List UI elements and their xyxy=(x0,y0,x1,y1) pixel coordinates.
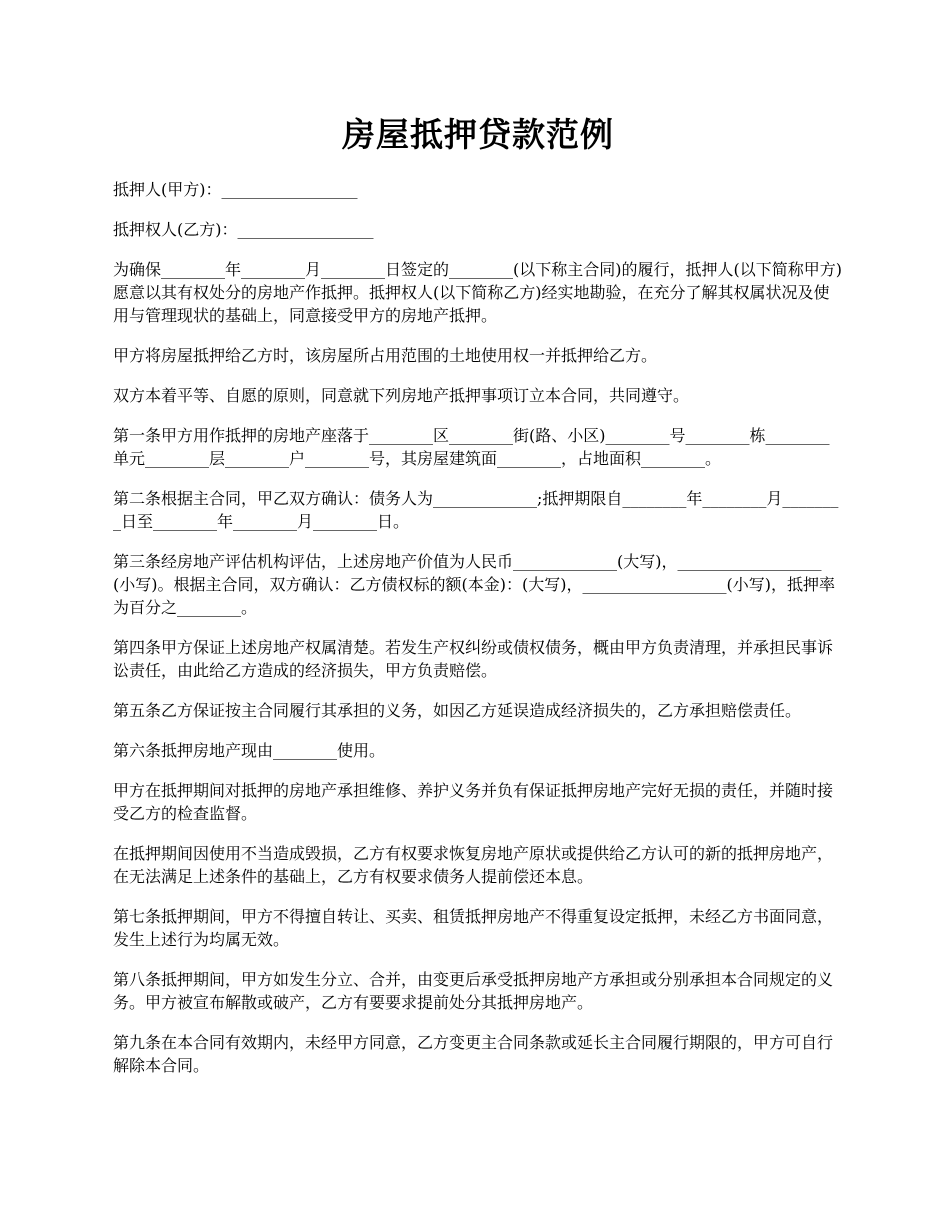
maintenance-paragraph: 甲方在抵押期间对抵押的房地产承担维修、养护义务并负有保证抵押房地产完好无损的责任，并随时接受乙方的检查监督。 xyxy=(113,781,834,823)
article-7-paragraph: 第七条抵押期间，甲方不得擅自转让、买卖、租赁抵押房地产不得重复设定抵押，未经乙方书面同意，发生上述行为均属无效。 xyxy=(113,907,834,949)
party-b-line: 抵押权人(乙方)：_________________ xyxy=(113,220,374,239)
article-5-paragraph: 第五条乙方保证按主合同履行其承担的义务，如因乙方延误造成经济损失的，乙方承担赔偿责任。 xyxy=(113,701,802,720)
principle-paragraph: 双方本着平等、自愿的原则，同意就下列房地产抵押事项订立本合同，共同遵守。 xyxy=(113,386,690,405)
document-page xyxy=(113,110,843,1094)
damage-paragraph: 在抵押期间因使用不当造成毁损，乙方有权要求恢复房地产原状或提供给乙方认可的新的抵押房地产，在无法满足上述条件的基础上，乙方有权要求债务人提前偿还本息。 xyxy=(113,844,834,886)
article-3-paragraph: 第三条经房地产评估机构评估，上述房地产价值为人民币_____________(大写)，__________________(小写)。根据主合同，双方确认：乙方债权标的额(本金)：(大写)，__________________(小写)，抵押率为百分之________。 xyxy=(113,552,835,617)
article-8-paragraph: 第八条抵押期间，甲方如发生分立、合并，由变更后承受抵押房地产方承担或分别承担本合同规定的义务。甲方被宣布解散或破产，乙方有要要求提前处分其抵押房地产。 xyxy=(113,970,834,1012)
document-title: 房屋抵押贷款范例 xyxy=(342,115,614,154)
preamble-paragraph: 为确保________年________月________日签定的________(以下称主合同)的履行，抵押人(以下简称甲方)愿意以其有权处分的房地产作抵押。抵押权人(以下简称乙方)经实地勘验，在充分了解其权属状况及使用与管理现状的基础上，同意接受甲方的房地产抵押。 xyxy=(113,260,842,325)
party-a-line: 抵押人(甲方)：_________________ xyxy=(113,180,358,199)
article-1-paragraph: 第一条甲方用作抵押的房地产座落于________区________街(路、小区)________号________栋________单元________层________户________号，其房屋建筑面________，占地面积________。 xyxy=(113,426,830,468)
article-6-paragraph: 第六条抵押房地产现由________使用。 xyxy=(113,741,386,760)
article-4-paragraph: 第四条甲方保证上述房地产权属清楚。若发生产权纠纷或债权债务，概由甲方负责清理，并承担民事诉讼责任，由此给乙方造成的经济损失，甲方负责赔偿。 xyxy=(113,638,834,680)
article-2-paragraph: 第二条根据主合同，甲乙双方确认：债务人为_____________;抵押期限自________年________月________日至________年________月________日。 xyxy=(113,489,839,531)
land-use-paragraph: 甲方将房屋抵押给乙方时，该房屋所占用范围的土地使用权一并抵押给乙方。 xyxy=(113,346,658,365)
article-9-paragraph: 第九条在本合同有效期内，未经甲方同意，乙方变更主合同条款或延长主合同履行期限的，甲方可自行解除本合同。 xyxy=(113,1033,834,1075)
